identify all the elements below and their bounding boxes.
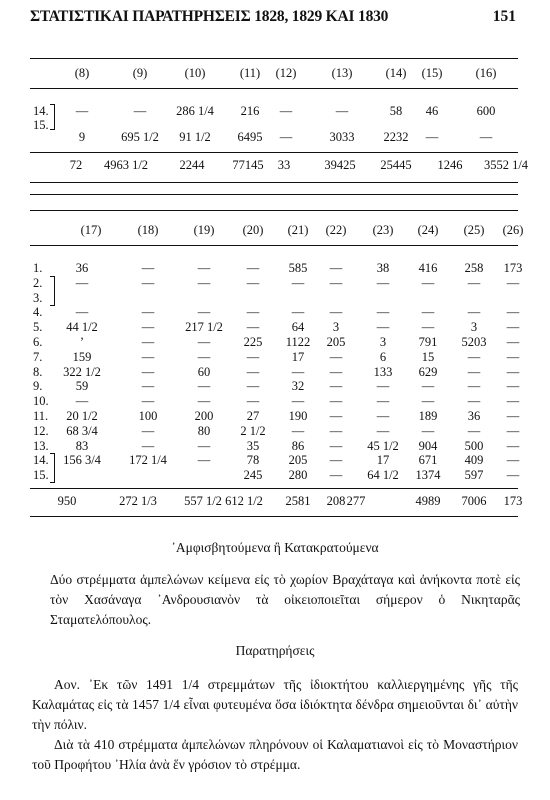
table-cell: — <box>329 453 343 467</box>
table-cell: 600 <box>476 104 496 118</box>
table-cell: — <box>141 335 155 349</box>
table-cell: — <box>506 409 520 423</box>
table-cell: — <box>329 365 343 379</box>
table-cell: 45 1/2 <box>367 439 399 453</box>
table-cell: 1374 <box>415 468 441 482</box>
table-cell: — <box>467 424 481 438</box>
table-cell: — <box>506 365 520 379</box>
table-cell: — <box>141 394 155 408</box>
column-header: (14) <box>385 66 407 80</box>
table-cell: — <box>329 276 343 290</box>
table-cell: — <box>376 305 390 319</box>
table-cell: 86 <box>291 439 305 453</box>
table-cell: 156 3/4 <box>63 453 101 467</box>
table-cell: 280 <box>288 468 308 482</box>
table-cell: 159 <box>72 350 92 364</box>
row-label: 5. <box>33 320 43 334</box>
table-cell: — <box>291 394 305 408</box>
table-cell: 58 <box>389 104 403 118</box>
total-cell: 1246 <box>437 158 463 172</box>
table-cell: — <box>376 409 390 423</box>
table-cell: — <box>197 335 211 349</box>
table-cell: 36 <box>75 261 89 275</box>
table-cell: 17 <box>376 453 390 467</box>
table-cell: — <box>376 320 390 334</box>
table-cell: — <box>421 424 435 438</box>
table-cell: — <box>141 350 155 364</box>
total-cell: 77145 <box>232 158 264 172</box>
table-cell: — <box>291 365 305 379</box>
total-cell: 72 <box>69 158 83 172</box>
table-cell: 5203 <box>461 335 487 349</box>
table-cell: 904 <box>418 439 438 453</box>
table-cell: 225 <box>243 335 263 349</box>
table-cell: — <box>279 104 293 118</box>
row-label: 15. <box>33 118 49 132</box>
table-cell: — <box>506 350 520 364</box>
table-cell: — <box>197 439 211 453</box>
table-cell: — <box>329 409 343 423</box>
column-header: (22) <box>325 223 347 237</box>
row-label: 14. <box>33 104 49 118</box>
table-cell: — <box>467 276 481 290</box>
row-label: 7. <box>33 350 43 364</box>
table-cell: 245 <box>243 468 263 482</box>
table-cell: 671 <box>418 453 438 467</box>
column-header: (17) <box>80 223 102 237</box>
table-cell: — <box>329 379 343 393</box>
table-cell: 205 <box>288 453 308 467</box>
table-cell: — <box>141 276 155 290</box>
table-cell: 217 1/2 <box>185 320 223 334</box>
table-cell: 36 <box>467 409 481 423</box>
table-cell: 38 <box>376 261 390 275</box>
row-label: 3. <box>33 291 43 305</box>
row-label: 11. <box>33 409 49 423</box>
table-cell: 20 1/2 <box>66 409 98 423</box>
table-cell: — <box>506 276 520 290</box>
table-cell: — <box>197 453 211 467</box>
table-cell: — <box>197 379 211 393</box>
total-cell: 173 <box>503 494 523 508</box>
column-header: (15) <box>421 66 443 80</box>
total-cell: 33 <box>277 158 291 172</box>
table-cell: — <box>506 439 520 453</box>
table-cell: — <box>329 261 343 275</box>
section-title-remarks: Παρατηρήσεις <box>235 643 315 658</box>
table-cell: 322 1/2 <box>63 365 101 379</box>
row-label: 4. <box>33 305 43 319</box>
table-cell: 258 <box>464 261 484 275</box>
column-header: (18) <box>137 223 159 237</box>
row-label: 10. <box>33 394 49 408</box>
table-cell: — <box>197 305 211 319</box>
table-cell: 64 1/2 <box>367 468 399 482</box>
table-cell: 172 1/4 <box>129 453 167 467</box>
table-cell: — <box>329 424 343 438</box>
table-cell: — <box>141 365 155 379</box>
table-cell: — <box>141 424 155 438</box>
table-cell: — <box>246 350 260 364</box>
table-cell: 17 <box>291 350 305 364</box>
row-bracket <box>50 276 55 306</box>
row-label: 12. <box>33 424 49 438</box>
table-cell: — <box>376 424 390 438</box>
table-cell: 2 1/2 <box>240 424 266 438</box>
table-cell: — <box>291 424 305 438</box>
paragraph-remarks-2 <box>32 735 518 775</box>
table-cell: — <box>506 468 520 482</box>
table-cell: — <box>467 305 481 319</box>
table2-bottom-rule <box>30 516 518 517</box>
table-cell: 205 <box>326 335 346 349</box>
table-cell: — <box>246 305 260 319</box>
row-label: 9. <box>33 379 43 393</box>
table-cell: 32 <box>291 379 305 393</box>
table-cell: — <box>141 305 155 319</box>
table-cell: — <box>197 394 211 408</box>
table-cell: — <box>467 379 481 393</box>
table-cell: — <box>467 350 481 364</box>
table-cell: — <box>425 130 439 144</box>
table-cell: — <box>141 379 155 393</box>
table-cell: — <box>506 453 520 467</box>
total-cell: 208 <box>326 494 346 508</box>
total-cell: 557 1/2 <box>184 494 222 508</box>
table-cell: 3 <box>379 335 387 349</box>
remarks-1-text: Αον. ᾿Εκ τῶν 1491 1/4 στρεμμάτων τῆς ἰδιοκτήτου καλλιεργημένης γῆς τῆς Καλαμάτας εἰς τὰ 1457 1/4 εἶναι φυτευμένα ὅσα ἰδιόκτητα δένδρα σημειοῦνται δι᾿ αὐτὴν τὴν πόλιν. <box>32 677 518 732</box>
column-header: (24) <box>417 223 439 237</box>
table-cell: — <box>479 130 493 144</box>
table-cell: 3 <box>332 320 340 334</box>
column-header: (21) <box>287 223 309 237</box>
table-cell: 189 <box>418 409 438 423</box>
table-cell: — <box>246 261 260 275</box>
table-cell: 629 <box>418 365 438 379</box>
table-cell: — <box>246 320 260 334</box>
row-label: 14. <box>33 453 49 467</box>
table-cell: 44 1/2 <box>66 320 98 334</box>
total-cell: 4989 <box>415 494 441 508</box>
total-cell: 7006 <box>461 494 487 508</box>
row-bracket <box>50 453 55 483</box>
column-header: (9) <box>132 66 148 80</box>
table-cell: — <box>75 276 89 290</box>
table-cell: — <box>376 276 390 290</box>
total-cell: 2244 <box>179 158 205 172</box>
table-cell: — <box>141 261 155 275</box>
table-cell: — <box>335 104 349 118</box>
table-cell: ’ <box>79 335 85 349</box>
table-cell: — <box>246 394 260 408</box>
column-header: (16) <box>475 66 497 80</box>
table-cell: 216 <box>240 104 260 118</box>
table-cell: — <box>329 394 343 408</box>
table-cell: 500 <box>464 439 484 453</box>
table-cell: 2232 <box>383 130 409 144</box>
column-header: (19) <box>193 223 215 237</box>
table-cell: 59 <box>75 379 89 393</box>
table-cell: — <box>197 350 211 364</box>
table-cell: — <box>421 379 435 393</box>
paragraph-disputed: Δύο στρέμματα ἀμπελώνων κείμενα εἰς τὸ χωρίον Βραχάταγα καὶ ἀνήκοντα ποτὲ εἰς τὸν Χασάναγα ᾿Ανδρουσιανὸν τὰ οἰκειοποιεῖται σήμερον ὁ Νικηταρᾶς Σταματελόπουλος. <box>50 572 520 627</box>
table-cell: — <box>506 379 520 393</box>
total-cell: 3552 1/4 <box>483 158 529 172</box>
total-cell: 39425 <box>324 158 356 172</box>
column-header: (10) <box>184 66 206 80</box>
table-cell: 409 <box>464 453 484 467</box>
table-cell: — <box>133 104 147 118</box>
table-cell: 133 <box>373 365 393 379</box>
table-cell: — <box>291 305 305 319</box>
table-cell: — <box>246 276 260 290</box>
table-cell: — <box>246 379 260 393</box>
table-cell: 597 <box>464 468 484 482</box>
column-header: (26) <box>502 223 524 237</box>
table-cell: — <box>291 276 305 290</box>
table-cell: 100 <box>138 409 158 423</box>
table-cell: 83 <box>75 439 89 453</box>
total-cell: 277 <box>346 494 366 508</box>
column-header: (25) <box>463 223 485 237</box>
total-cell: 612 1/2 <box>225 494 263 508</box>
paragraph-remarks-1 <box>32 675 518 735</box>
row-label: 1. <box>33 261 43 275</box>
row-label: 13. <box>33 439 49 453</box>
table-cell: — <box>329 468 343 482</box>
table-cell: — <box>141 320 155 334</box>
table-cell: — <box>246 365 260 379</box>
table-cell: — <box>467 394 481 408</box>
table-cell: 200 <box>194 409 214 423</box>
table-cell: — <box>141 439 155 453</box>
table-cell: 68 3/4 <box>66 424 98 438</box>
table-cell: — <box>421 394 435 408</box>
table-cell: 3033 <box>329 130 355 144</box>
table-cell: 695 1/2 <box>121 130 159 144</box>
table-cell: — <box>75 305 89 319</box>
table-cell: 60 <box>197 365 211 379</box>
column-header: (20) <box>242 223 264 237</box>
row-label: 2. <box>33 276 43 290</box>
table-cell: 15 <box>421 350 435 364</box>
table-cell: — <box>506 320 520 334</box>
section-title-disputed: ᾿Αμφισβητούμενα ἢ Κατακρατούμενα <box>171 540 379 555</box>
table-cell: — <box>376 379 390 393</box>
table-cell: 64 <box>291 320 305 334</box>
table-cell: — <box>329 305 343 319</box>
row-label: 15. <box>33 468 49 482</box>
table-cell: — <box>506 394 520 408</box>
table-cell: 1122 <box>285 335 311 349</box>
column-header: (11) <box>239 66 261 80</box>
remarks-2-text: Διὰ τὰ 410 στρέμματα ἀμπελώνων πληρόνουν οἱ Καλαματιανοὶ εἰς τὸ Μοναστήριον τοῦ Προφήτου ᾿Ηλία ἀνὰ ἕν γρόσιον τὸ στρέμμα. <box>32 737 518 772</box>
table-cell: — <box>329 439 343 453</box>
row-label: 8. <box>33 365 43 379</box>
page-number: 151 <box>492 8 516 25</box>
table-cell: — <box>75 394 89 408</box>
table-cell: 91 1/2 <box>179 130 211 144</box>
table-cell: 9 <box>78 130 86 144</box>
table-cell: — <box>376 394 390 408</box>
table-cell: 6495 <box>237 130 263 144</box>
table-cell: — <box>197 276 211 290</box>
table-cell: — <box>467 365 481 379</box>
table-cell: 27 <box>246 409 260 423</box>
table-cell: — <box>197 261 211 275</box>
running-title: ΣΤΑΤΙΣΤΙΚΑΙ ΠΑΡΑΤΗΡΗΣΕΙΣ 1828, 1829 ΚΑΙ 1830 <box>30 8 389 25</box>
table-cell: 6 <box>379 350 387 364</box>
table-cell: — <box>421 305 435 319</box>
table-cell: — <box>506 305 520 319</box>
table2-sum-rule <box>30 488 518 489</box>
total-cell: 950 <box>57 494 77 508</box>
row-label: 6. <box>33 335 43 349</box>
total-cell: 272 1/3 <box>119 494 157 508</box>
table-cell: 190 <box>288 409 308 423</box>
table-cell: — <box>329 350 343 364</box>
table-cell: 46 <box>425 104 439 118</box>
table-cell: 80 <box>197 424 211 438</box>
total-cell: 25445 <box>380 158 412 172</box>
total-cell: 4963 1/2 <box>103 158 149 172</box>
table-cell: — <box>421 320 435 334</box>
table-cell: 78 <box>246 453 260 467</box>
table-cell: 791 <box>418 335 438 349</box>
table-cell: — <box>279 130 293 144</box>
table-cell: 585 <box>288 261 308 275</box>
table-cell: — <box>506 335 520 349</box>
column-header: (12) <box>275 66 297 80</box>
column-header: (8) <box>74 66 90 80</box>
column-header: (23) <box>372 223 394 237</box>
table-cell: 3 <box>470 320 478 334</box>
table-cell: — <box>506 424 520 438</box>
total-cell: 2581 <box>285 494 311 508</box>
table-cell: 286 1/4 <box>176 104 214 118</box>
column-header: (13) <box>331 66 353 80</box>
table-cell: 416 <box>418 261 438 275</box>
table-cell: — <box>421 276 435 290</box>
table-cell: 173 <box>503 261 523 275</box>
table-cell: 35 <box>246 439 260 453</box>
table-cell: — <box>75 104 89 118</box>
